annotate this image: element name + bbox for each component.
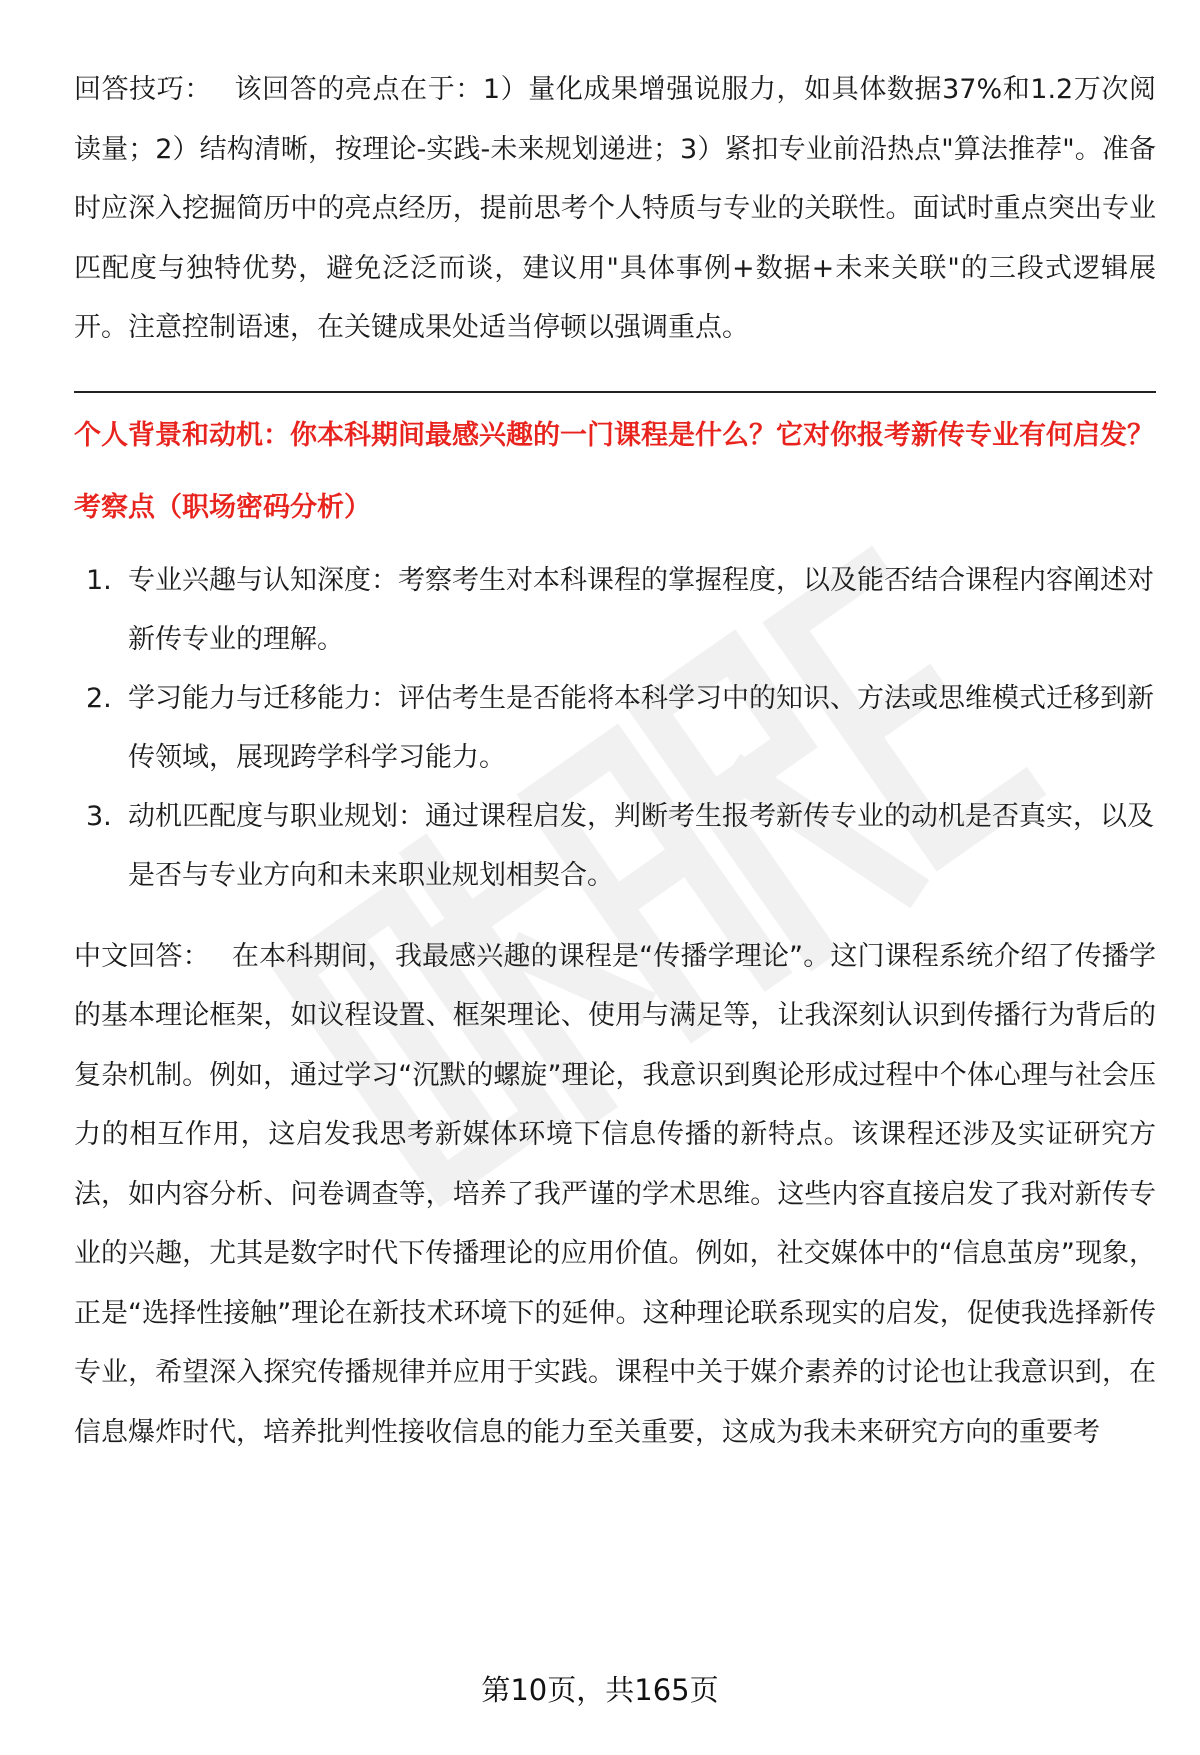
chinese-answer-label: 中文回答： (74, 940, 210, 972)
list-item-number: 1. (86, 564, 112, 596)
list-item-text: 学习能力与迁移能力：评估考生是否能将本科学习中的知识、方法或思维模式迁移到新传领域，展现跨学科学习能力。 (128, 682, 1154, 773)
assessment-list (74, 551, 1156, 905)
list-item (74, 551, 1156, 669)
answer-tips-paragraph (74, 60, 1156, 358)
section-divider (74, 391, 1156, 393)
page-number-footer: 第10页，共165页 (481, 1673, 719, 1707)
list-item-number: 3. (86, 800, 112, 832)
chinese-answer-text: 在本科期间，我最感兴趣的课程是“传播学理论”。这门课程系统介绍了传播学的基本理论框架，如议程设置、框架理论、使用与满足等，让我深刻认识到传播行为背后的复杂机制。例如，通过学习“沉默的螺旋”理论，我意识到舆论形成过程中个体心理与社会压力的相互作用，这启发我思考新媒体环境下信息传播的新特点。该课程还涉及实证研究方法，如内容分析、问卷调查等，培养了我严谨的学术思维。这些内容直接启发了我对新传专业的兴趣，尤其是数字时代下传播理论的应用价值。例如，社交媒体中的“信息茧房”现象，正是“选择性接触”理论在新技术环境下的延伸。这种理论联系现实的启发，促使我选择新传专业，希望深入探究传播规律并应用于实践。课程中关于媒介素养的讨论也让我意识到，在信息爆炸时代，培养批判性接收信息的能力至关重要，这成为我未来研究方向的重要考 (74, 940, 1157, 1448)
chinese-answer-paragraph (74, 927, 1156, 1463)
document-page (74, 60, 1156, 1462)
list-item (74, 669, 1156, 787)
assessment-heading: 考察点（职场密码分析） (74, 491, 371, 523)
list-item-number: 2. (86, 682, 112, 714)
list-item (74, 787, 1156, 905)
list-item-text: 专业兴趣与认知深度：考察考生对本科课程的掌握程度，以及能否结合课程内容阐述对新传专业的理解。 (128, 564, 1154, 655)
answer-tips-text: 该回答的亮点在于：1）量化成果增强说服力，如具体数据37%和1.2万次阅读量；2）结构清晰，按理论-实践-未来规划递进；3）紧扣专业前沿热点"算法推荐"。准备时应深入挖掘简历中的亮点经历，提前思考个人特质与专业的关联性。面试时重点突出专业匹配度与独特优势，避免泛泛而谈，建议用"具体事例+数据+未来关联"的三段式逻辑展开。注意控制语速，在关键成果处适当停顿以强调重点。 (74, 74, 1157, 343)
question-heading: 个人背景和动机：你本科期间最感兴趣的一门课程是什么？它对你报考新传专业有何启发？ (74, 419, 1154, 451)
answer-tips-label: 回答技巧： (74, 74, 212, 105)
list-item-text: 动机匹配度与职业规划：通过课程启发，判断考生报考新传专业的动机是否真实，以及是否与专业方向和未来职业规划相契合。 (128, 800, 1154, 891)
